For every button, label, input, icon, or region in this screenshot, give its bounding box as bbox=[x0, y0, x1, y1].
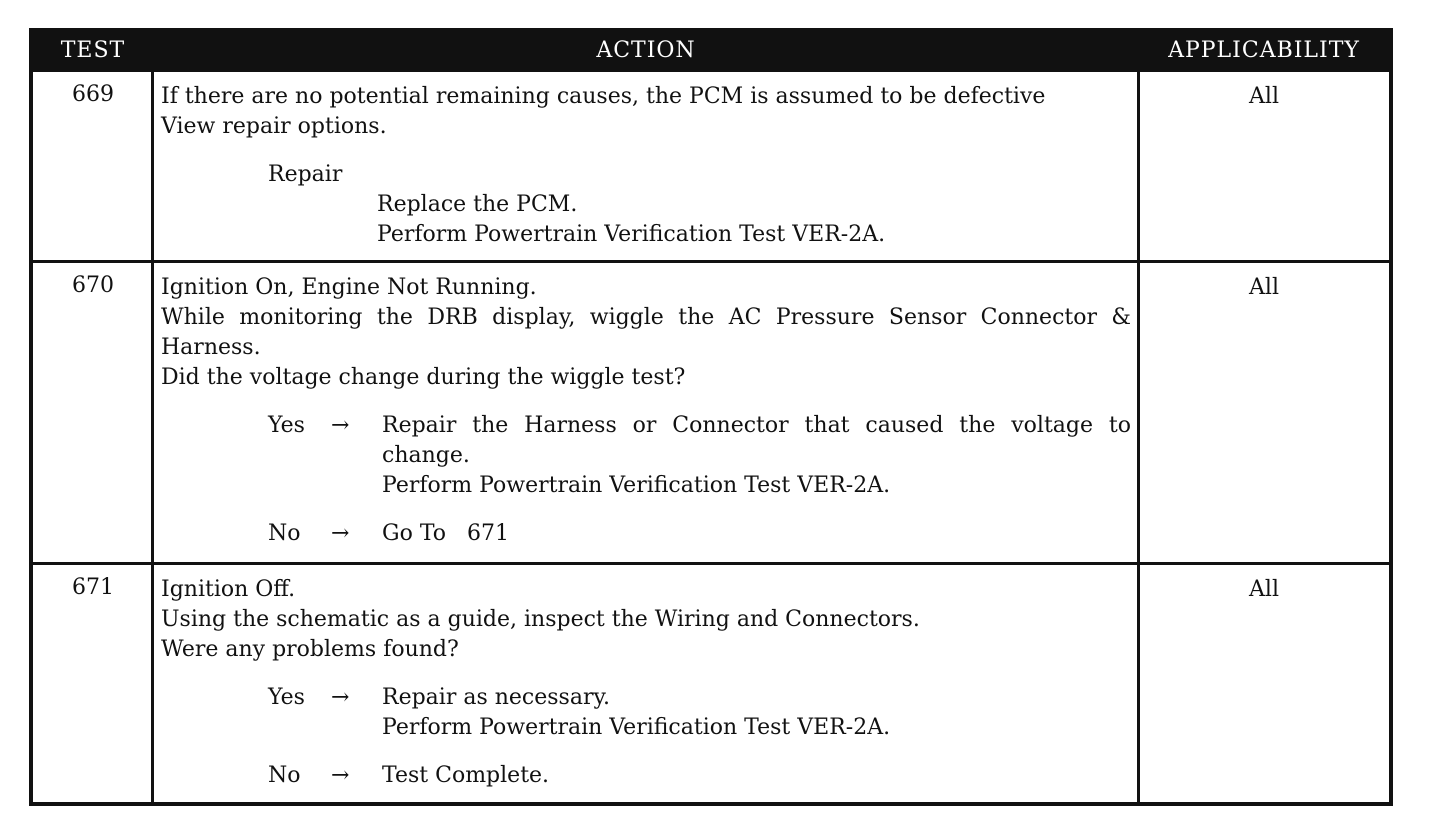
yes-line: Perform Powertrain Verification Test VER-2A. bbox=[382, 715, 891, 740]
no-label: No bbox=[268, 521, 301, 546]
applicability-value: All bbox=[1249, 275, 1279, 300]
yes-line: Repair as necessary. bbox=[382, 685, 610, 710]
table-row-671 bbox=[33, 565, 1389, 806]
yes-option bbox=[161, 683, 1131, 743]
test-number: 669 bbox=[72, 82, 114, 107]
test-number: 670 bbox=[72, 273, 114, 298]
diagnostic-test-table bbox=[29, 28, 1393, 806]
no-line: Test Complete. bbox=[382, 763, 550, 788]
yes-line: Repair the Harness or Connector that caused the voltage to change. bbox=[382, 413, 1131, 468]
table-header bbox=[33, 32, 1389, 72]
table-row-669 bbox=[33, 72, 1389, 260]
action-line: Ignition On, Engine Not Running. bbox=[161, 275, 537, 300]
action-line: Were any problems found? bbox=[161, 637, 459, 662]
action-line: While monitoring the DRB display, wiggle the AC Pressure Sensor Connector & Harness. bbox=[161, 305, 1131, 360]
arrow-right-icon: → bbox=[331, 413, 350, 438]
no-option bbox=[161, 519, 1131, 549]
repair-line: Perform Powertrain Verification Test VER-2A. bbox=[377, 222, 886, 247]
arrow-right-icon: → bbox=[331, 521, 350, 546]
applicability-value: All bbox=[1249, 84, 1279, 109]
test-number: 671 bbox=[72, 575, 114, 600]
header-applicability: APPLICABILITY bbox=[1168, 38, 1360, 63]
no-line: Go To 671 bbox=[382, 521, 509, 546]
applicability-value: All bbox=[1249, 577, 1279, 602]
action-text bbox=[161, 575, 1131, 791]
arrow-right-icon: → bbox=[331, 685, 350, 710]
no-label: No bbox=[268, 763, 301, 788]
yes-line: Perform Powertrain Verification Test VER-2A. bbox=[382, 473, 891, 498]
action-line: If there are no potential remaining causes, the PCM is assumed to be defective bbox=[161, 84, 1046, 109]
action-text bbox=[161, 273, 1131, 549]
header-action: ACTION bbox=[596, 38, 696, 63]
action-line: View repair options. bbox=[161, 114, 387, 139]
action-text bbox=[161, 82, 1131, 250]
action-line: Ignition Off. bbox=[161, 577, 296, 602]
no-option bbox=[161, 761, 1131, 791]
table-row-670 bbox=[33, 263, 1389, 562]
header-test: TEST bbox=[60, 38, 126, 63]
yes-option bbox=[161, 411, 1131, 501]
repair-label: Repair bbox=[268, 162, 343, 187]
repair-line: Replace the PCM. bbox=[377, 192, 578, 217]
arrow-right-icon: → bbox=[331, 763, 350, 788]
yes-label: Yes bbox=[268, 685, 305, 710]
yes-label: Yes bbox=[268, 413, 305, 438]
action-line: Using the schematic as a guide, inspect the Wiring and Connectors. bbox=[161, 607, 920, 632]
action-line: Did the voltage change during the wiggle test? bbox=[161, 365, 686, 390]
